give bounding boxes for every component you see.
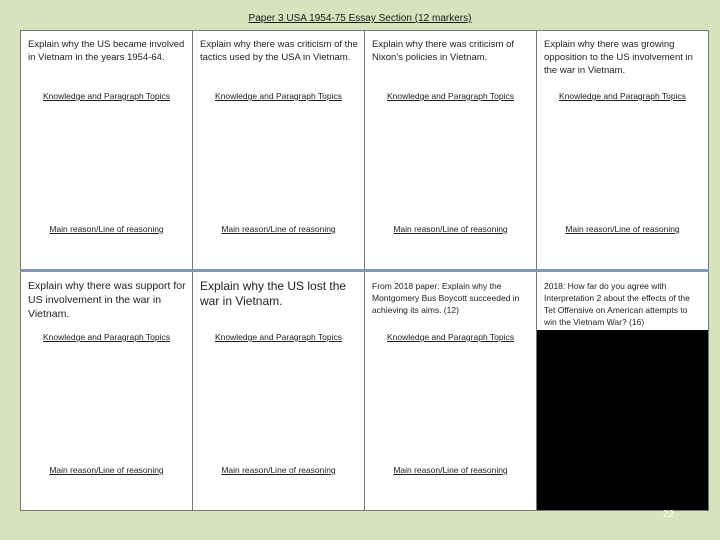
knowledge-label: Knowledge and Paragraph Topics [215, 332, 342, 342]
main-reason-label: Main reason/Line of reasoning [393, 465, 508, 475]
knowledge-label: Knowledge and Paragraph Topics [559, 91, 686, 101]
question-text: Explain why there was support for US involvement in the war in Vietnam. [28, 280, 186, 320]
knowledge-label: Knowledge and Paragraph Topics [387, 332, 514, 342]
question-cell-6 [193, 271, 365, 511]
knowledge-label: Knowledge and Paragraph Topics [215, 91, 342, 101]
page-number: 22 [663, 509, 675, 520]
question-text: 2018: How far do you agree with Interpretation 2 about the effects of the Tet Offensive on American attempts to win the Vietnam War? (16) [544, 281, 690, 327]
grid-row-2 [21, 271, 709, 511]
knowledge-label: Knowledge and Paragraph Topics [387, 91, 514, 101]
question-text: Explain why there was criticism of Nixon’s policies in Vietnam. [372, 39, 515, 63]
grid-row-1 [21, 31, 709, 271]
knowledge-label: Knowledge and Paragraph Topics [43, 332, 170, 342]
question-text: From 2018 paper: Explain why the Montgomery Bus Boycott succeeded in achieving its aims. (12) [372, 281, 520, 315]
question-cell-1 [21, 31, 193, 271]
question-text: Explain why there was criticism of the tactics used by the USA in Vietnam. [200, 39, 358, 63]
question-text: Explain why the US lost the war in Vietnam. [200, 279, 347, 308]
main-reason-label: Main reason/Line of reasoning [565, 224, 680, 234]
question-text: Explain why the US became involved in Vietnam in the years 1954-64. [28, 39, 185, 63]
essay-grid [20, 30, 709, 511]
question-cell-4 [537, 31, 709, 271]
knowledge-label: Knowledge and Paragraph Topics [43, 91, 170, 101]
main-reason-label: Main reason/Line of reasoning [49, 224, 164, 234]
question-cell-5 [21, 271, 193, 511]
question-cell-2 [193, 31, 365, 271]
question-cell-3 [365, 31, 537, 271]
question-text: Explain why there was growing opposition to the US involvement in the war in Vietnam. [544, 39, 693, 76]
page-title: Paper 3 USA 1954-75 Essay Section (12 markers) [248, 13, 472, 24]
main-reason-label: Main reason/Line of reasoning [221, 465, 336, 475]
main-reason-label: Main reason/Line of reasoning [393, 224, 508, 234]
question-cell-7 [365, 271, 537, 511]
main-reason-label: Main reason/Line of reasoning [221, 224, 336, 234]
question-cell-8 [537, 271, 709, 511]
main-reason-label: Main reason/Line of reasoning [49, 465, 164, 475]
